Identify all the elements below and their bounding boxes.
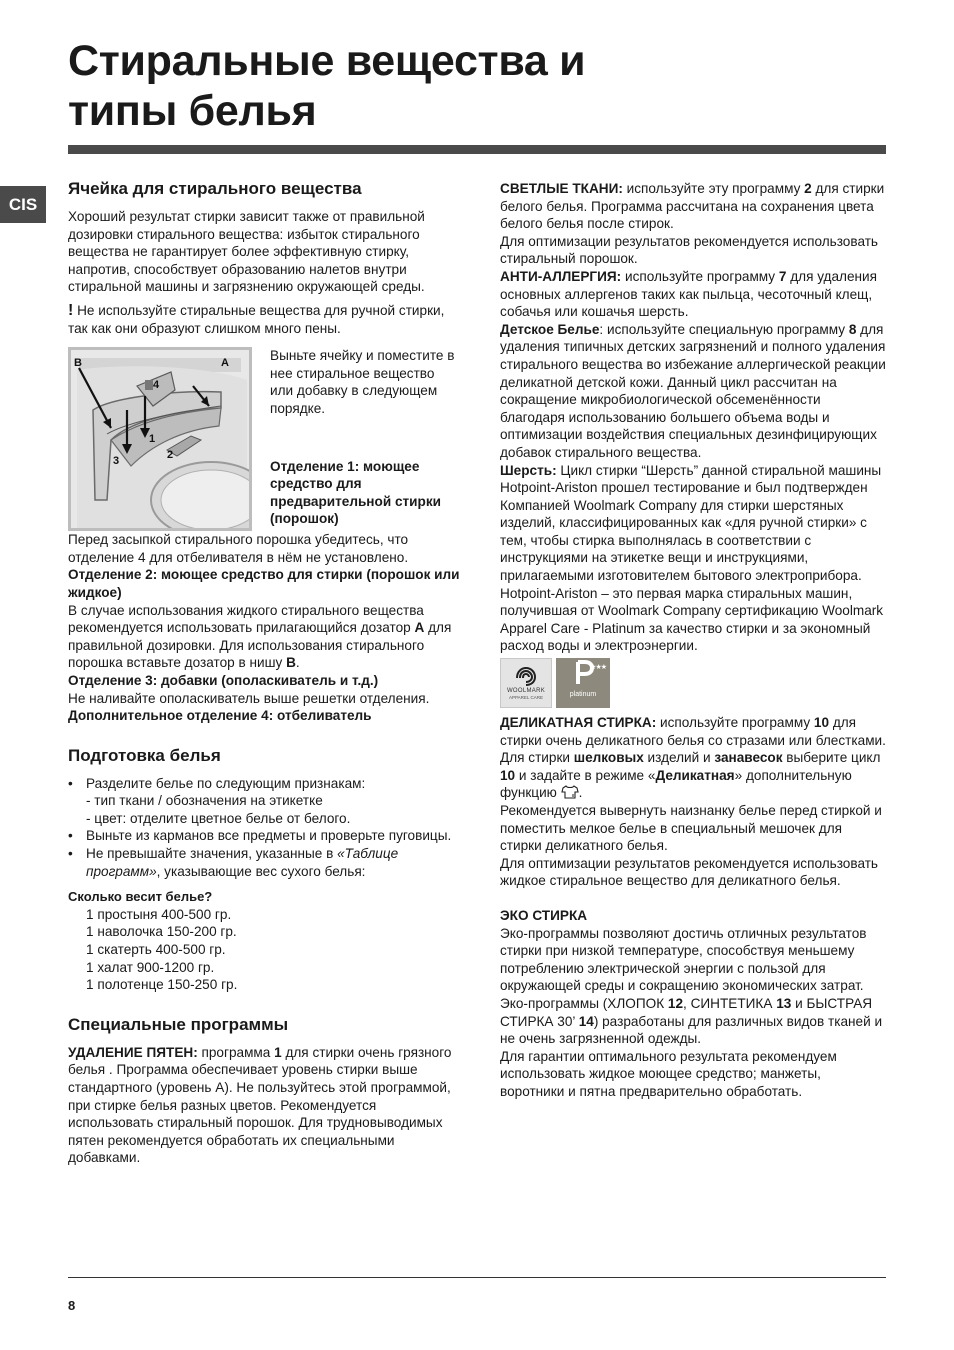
c2-text-a: В случае использования жидкого стирального вещества рекомендуется использовать прилагающийся дозатор: [68, 602, 424, 636]
eco2-d: ) разработаны для различных видов тканей и не очень загрязненной одежды.: [500, 1013, 883, 1047]
language-tab: CIS: [0, 186, 46, 223]
warning-text: Не используйте стиральные вещества для ручной стирки, так как они образуют слишком много пены.: [68, 302, 445, 336]
delicate-detergent-tip: Для оптимизации результатов рекомендуется использовать жидкое стиральное вещество для деликатного белья.: [500, 855, 879, 889]
delicate-tip: Рекомендуется вывернуть наизнанку белье перед стиркой и поместить мелкое белье в специальный мешочек для стирки деликатного белья.: [500, 803, 882, 854]
light-a: используйте эту программу: [622, 181, 805, 196]
prep-b3-b: , указывающие вес сухого белья:: [156, 863, 366, 879]
delicate-title: ДЕЛИКАТНАЯ СТИРКА:: [500, 715, 657, 731]
dispenser-drawing: [71, 350, 249, 528]
left-column: [68, 178, 460, 1167]
prep-b3-italic: «Таблице программ»: [86, 846, 399, 879]
eco-title: ЭКО СТИРКА: [500, 907, 588, 923]
title-line-1: Стиральные вещества и: [68, 37, 586, 85]
eco-paragraph-1: Эко-программы позволяют достичь отличных результатов стирки при низкой температуре, способствуя меньшему потреблению электрической энергии с пользой для окружающей среды и сокращению экономических затрат.: [500, 925, 867, 994]
warning-icon: !: [68, 301, 74, 319]
del2-num: 10: [500, 767, 516, 783]
baby-b: для удаления типичных детских загрязнений и полного удаления стирального вещества во избежание аллергической реакции деликатной детской кожи. Данный цикл рассчитан на сокращение микробиологической обсеменённости благодаря использованию большего объема воды и оптимизации воздействия специальных дезинфицирующих добавок стирального вещества.: [500, 321, 886, 460]
del2-c: выберите цикл: [782, 750, 881, 766]
eco2-a: Эко-программы (ХЛОПОК: [500, 995, 668, 1011]
del2-silk: шелковых: [573, 750, 644, 766]
compartment-1-text: Перед засыпкой стирального порошка убедитесь, что отделение 4 для отбеливателя в нём не установлено.: [68, 532, 409, 565]
figure-label-b: B: [74, 357, 82, 370]
figure-label-4: 4: [153, 379, 160, 392]
eco2-c: и БЫСТРАЯ СТИРКА 30’: [500, 995, 873, 1029]
eco2-n3: 14: [578, 1013, 594, 1029]
prep-b3-a: Не превышайте значения, указанные в: [86, 846, 338, 862]
wool-text: Цикл стирки “Шерсть” данной стиральной машины Hotpoint-Ariston прошел тестирование и был подтвержден Компанией Woolmark Company для стирки шерстяных изделий, классифицированных как «для ручной стирки» с тем, чтобы стирка выполнялась в соответствии с инструкциями на этикетке вещи и инструкциями, прилагаемыми изготовителем бытового электроприбора. Hotpoint-Ariston – это первая марка стиральных машин, получившая от Woolmark Company сертификацию Woolmark Apparel Care - Platinum за качество стирки и за экономный расход воды и электроэнергии.: [500, 462, 884, 654]
footer-rule: [68, 1277, 886, 1278]
baby-a: : используйте специальную программу: [599, 321, 849, 337]
woolmark-logo: [500, 658, 552, 708]
certification-logos: [500, 658, 886, 708]
c2-bold-b: B: [286, 655, 296, 671]
prep-b1-sub2: - цвет: отделите цветное белье от белого.: [86, 810, 351, 826]
list-item: [68, 827, 460, 845]
shirt-icon: [561, 785, 579, 799]
weight-item: 1 наволочка 150-200 гр.: [86, 924, 237, 940]
weight-item: 1 халат 900-1200 гр.: [86, 959, 215, 975]
delicate-num: 10: [813, 715, 830, 731]
delicate-a: используйте программу: [656, 715, 814, 731]
c2-text-b: для правильной дозировки. Для использования стирального порошка вставьте дозатор в нишу: [68, 620, 452, 671]
baby-num: 8: [848, 321, 857, 337]
allergy-b: для удаления основных аллергенов таких как пыльца, чесоточный клещ, собачья или кошачья шерсть.: [500, 268, 878, 320]
stain-b: для стирки очень грязного белья . Программа обеспечивает уровень стирки выше стандартного (уровень А). Не пользуйтесь этой программой, при стирке белья разных цветов. Рекомендуется использовать стиральный порошок. Для трудновыводимых пятен рекомендуется обработать их специальными добавками.: [68, 1044, 452, 1166]
weight-item: 1 простыня 400-500 гр.: [86, 906, 232, 922]
delicate-silk-paragraph: [500, 749, 886, 802]
woolmark-subtext: APPAREL CARE: [508, 694, 543, 700]
figure-label-2: 2: [167, 449, 174, 462]
del2-e: » дополнительную функцию: [500, 767, 852, 801]
del2-mode: Деликатная: [655, 767, 735, 783]
weights-list: [68, 906, 460, 994]
list-item: [68, 775, 460, 828]
right-column: [500, 180, 886, 1101]
eco2-b: , СИНТЕТИКА: [683, 995, 777, 1011]
eco-paragraph-2: [500, 995, 886, 1048]
compartment-3-text: Не наливайте ополаскиватель выше решетки отделения.: [68, 690, 430, 706]
light-b: для стирки белого белья. Программа рассчитана на сохранения цвета белого белья после стирок.: [500, 181, 885, 232]
baby-paragraph: [500, 321, 886, 462]
weights-title: Сколько весит белье?: [68, 889, 213, 905]
light-title: СВЕТЛЫЕ ТКАНИ:: [500, 181, 623, 196]
list-item: [68, 845, 460, 880]
special-section: [68, 1014, 460, 1167]
stain-a: программа: [197, 1044, 275, 1060]
stain-num: 1: [274, 1044, 282, 1060]
title-line-2: типы белья: [68, 87, 317, 135]
figure-label-1: 1: [149, 433, 156, 446]
weight-item: 1 скатерть 400-500 гр.: [86, 942, 226, 958]
prep-b1: Разделите белье по следующим признакам:: [86, 775, 366, 791]
dispenser-illustration: [68, 347, 252, 531]
compartment-3-title: Отделение 3: добавки (ополаскиватель и т.д.): [68, 672, 379, 688]
prep-heading: Подготовка белья: [68, 745, 221, 765]
special-heading: Специальные программы: [68, 1014, 289, 1034]
compartment-4-title: Дополнительное отделение 4: отбеливатель: [68, 708, 372, 724]
platinum-text: platinum: [569, 691, 597, 699]
c2-bold-a: A: [414, 620, 425, 636]
prep-b1-sub1: - тип ткани / обозначения на этикетке: [86, 793, 323, 809]
delicate-b: для стирки очень деликатного белья со стразами или блестками.: [500, 715, 886, 748]
platinum-logo: [556, 658, 610, 708]
del2-curtains: занавесок: [714, 750, 783, 766]
page-number: 8: [68, 1298, 76, 1313]
allergy-num: 7: [778, 268, 787, 284]
del2-f: .: [578, 785, 583, 801]
detergent-intro: Хороший результат стирки зависит также от правильной дозировки стирального вещества: избыток стирального вещества не гарантирует более эффективную стирку, напротив, способствует образованию налетов внутри стиральной машины и загрязнению окружающей среды.: [68, 209, 425, 295]
c2-text-c: .: [295, 655, 300, 671]
detergent-heading: Ячейка для стирального вещества: [68, 179, 362, 198]
prep-section: [68, 745, 460, 994]
delicate-paragraph: [500, 714, 886, 749]
eco2-n1: 12: [667, 995, 684, 1011]
compartment-2-title: Отделение 2: моющее средство для стирки (порошок или жидкое): [68, 567, 460, 600]
platinum-stars: ★★★: [590, 664, 606, 672]
figure-label-3: 3: [113, 455, 120, 468]
figure-label-a: A: [221, 357, 229, 370]
prep-b2: Выньте из карманов все предметы и проверьте пуговицы.: [86, 828, 452, 844]
eco2-n2: 13: [776, 995, 792, 1011]
del2-d: и задайте в режиме «: [515, 767, 656, 783]
allergy-paragraph: [500, 268, 886, 321]
light-note: Для оптимизации результатов рекомендуется использовать стиральный порошок.: [500, 233, 879, 267]
stain-paragraph: [68, 1044, 460, 1167]
del2-a: Для стирки: [500, 750, 574, 766]
figure-caption: Выньте ячейку и поместите в нее стиральное вещество или добавку в следующем порядке.: [270, 348, 455, 416]
light-num: 2: [804, 181, 812, 196]
title-rule: [68, 145, 886, 154]
wool-paragraph: [500, 462, 886, 656]
warning-paragraph: [68, 302, 460, 337]
baby-title: Детское Белье: [500, 321, 600, 337]
woolmark-text: WOOLMARK: [506, 687, 546, 694]
stain-title: УДАЛЕНИЕ ПЯТЕН:: [68, 1044, 198, 1060]
allergy-a: используйте программу: [621, 268, 779, 284]
figure-caption-block: [270, 347, 460, 531]
page-title: [68, 36, 585, 136]
weight-item: 1 полотенце 150-250 гр.: [86, 977, 238, 993]
prep-list: [68, 775, 460, 881]
dispenser-figure-row: [68, 347, 460, 531]
allergy-title: АНТИ-АЛЛЕРГИЯ:: [500, 268, 622, 284]
compartment-1-title: Отделение 1: моющее средство для предварительной стирки (порошок): [270, 458, 441, 527]
compartment-2-text: [68, 602, 460, 672]
del2-b: изделий и: [643, 750, 715, 766]
light-paragraph: [500, 180, 886, 233]
eco-paragraph-3: Для гарантии оптимального результата рекомендуем использовать жидкое моющее средство; манжеты, воротники и пятна предварительно обработать.: [500, 1048, 837, 1099]
woolmark-icon: [514, 666, 538, 688]
wool-title: Шерсть:: [500, 462, 557, 478]
